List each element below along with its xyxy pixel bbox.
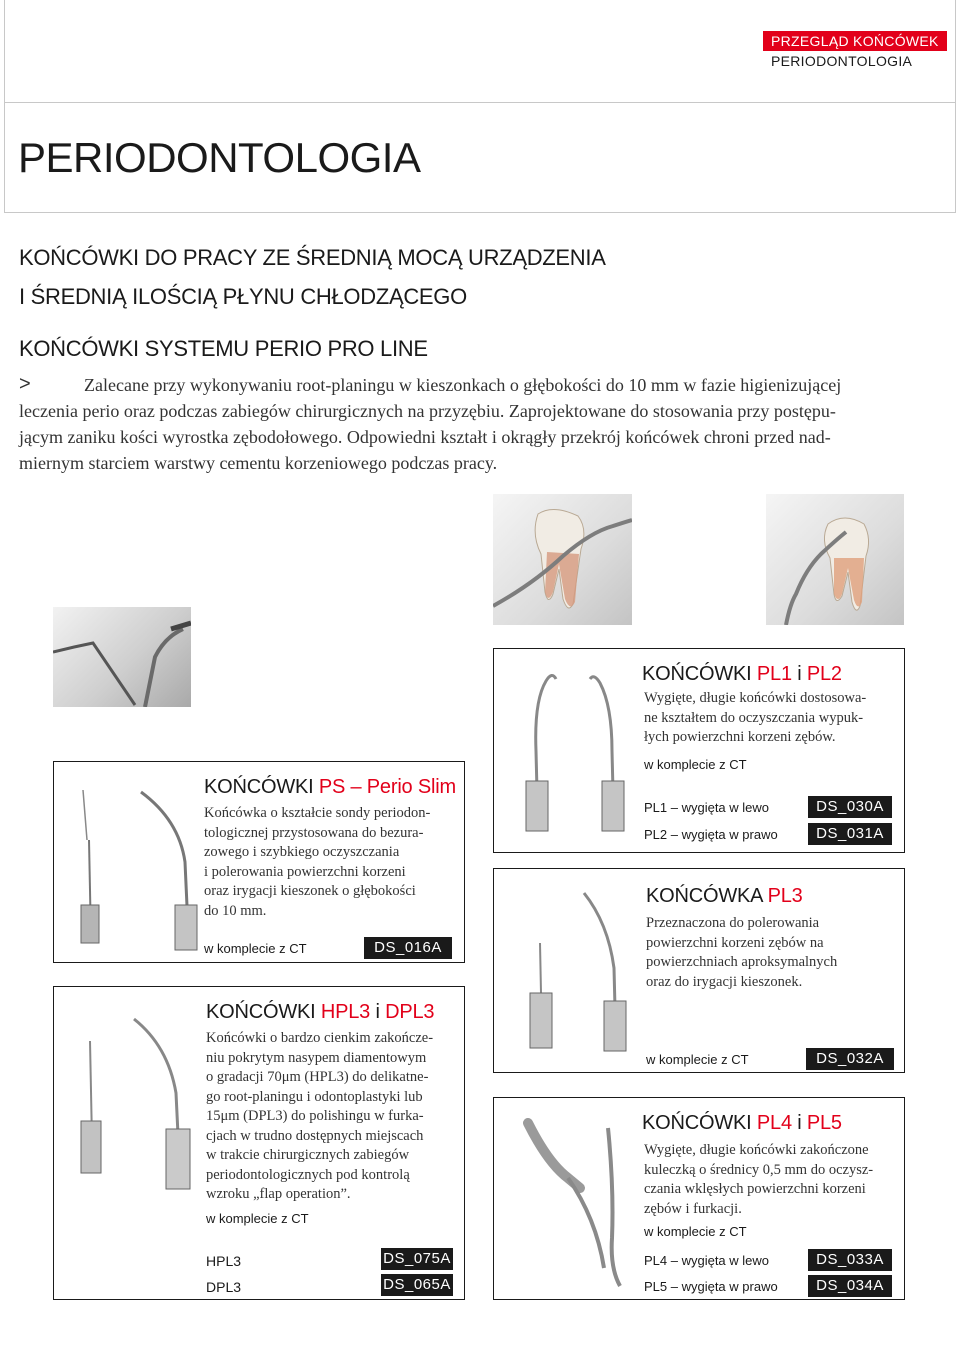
pl12-title-model1: PL1 (756, 663, 792, 685)
pl45-title-model2: PL5 (806, 1112, 842, 1134)
pl1-code: DS_030A (808, 796, 892, 818)
hpl3-row-label: HPL3 (206, 1253, 242, 1269)
tip-hpl3-illustration (72, 1001, 212, 1201)
intro-line-3: jącym zaniku kości wyrostka zębodołowego. Odpowiedni kształt i okrągły przekrój końcówek chroni przed nad- (19, 427, 831, 447)
pl12-desc-line: Wygięte, długie końcówki dostosowa- (644, 690, 867, 706)
pl3-description (646, 914, 896, 992)
hpl3-desc-line: 15μm (DPL3) do polishingu w furka- (206, 1108, 424, 1124)
hpl3-description (206, 1029, 461, 1205)
card-ps (53, 761, 465, 963)
pl45-desc-line: kuleczką o średnicy 0,5 mm do oczysz- (644, 1161, 874, 1178)
card-pl4-pl5 (493, 1097, 905, 1300)
ps-desc-line: i polerowania powierzchni korzeni (204, 863, 406, 880)
pl45-title-and: i (797, 1112, 802, 1134)
pl45-desc-line: Wygięte, długie końcówki zakończone (644, 1142, 869, 1158)
hpl3-desc-line: wzroku „flap operation”. (206, 1186, 351, 1202)
probe-photo (53, 607, 191, 707)
dpl3-row-label: DPL3 (206, 1279, 242, 1295)
pl12-desc-line: ne kształtem do oczyszczania wypuk- (644, 709, 864, 726)
hpl3-desc-line: o gradacji 70μm (HPL3) do delikatne- (206, 1069, 429, 1085)
pl45-description (644, 1141, 899, 1219)
card-hpl3-dpl3 (53, 986, 465, 1300)
hpl3-title-prefix: KOŃCÓWKI (206, 1001, 316, 1023)
section-heading-line1: KOŃCÓWKI DO PRACY ZE ŚREDNIĄ MOCĄ URZĄDZENIA (19, 245, 606, 270)
ps-kit-label: w komplecie z CT (204, 941, 307, 956)
tooth-1-illustration (493, 494, 632, 625)
hpl3-desc-line: niu pokrytym nasypem diamentowym (206, 1049, 427, 1066)
ps-desc-line: oraz irygacji kieszonek o głębokości (204, 883, 416, 899)
intro-line-2: leczenia perio oraz podczas zabiegów chirurgicznych na przyzębiu. Zaprojektowane do stosowania przy postępu- (19, 401, 836, 421)
bullet-marker: > (19, 373, 31, 395)
tip-pl4-pl5-illustration (508, 1118, 642, 1293)
pl3-kit-label: w komplecie z CT (646, 1052, 749, 1067)
intro-line-1: Zalecane przy wykonywaniu root-planingu w kieszonkach o głębokości do 10 mm w fazie higienizującej (84, 375, 842, 395)
hpl3-desc-line: cjach w trudno dostępnych miejscach (206, 1127, 424, 1144)
hpl3-desc-line: Końcówki o bardzo cienkim zakończe- (206, 1030, 434, 1046)
pl3-desc-line: powierzchniach aproksymalnych (646, 954, 838, 970)
pl45-desc-line: czania wklęsłych powierzchni korzeni (644, 1181, 866, 1197)
pl3-desc-line: powierzchni korzeni zębów na (646, 934, 824, 951)
hpl3-desc-line: go root-planingu i odontoplastyki lub (206, 1088, 423, 1105)
pl3-title-prefix: KOŃCÓWKA (646, 885, 763, 907)
pl45-title-prefix: KOŃCÓWKI (642, 1112, 752, 1134)
pl3-desc-line: oraz do irygacji kieszonek. (646, 973, 803, 990)
ps-title (204, 776, 456, 799)
tip-ps-illustration (79, 780, 209, 955)
tooth-2-illustration (766, 494, 904, 625)
card-pl3 (493, 868, 905, 1073)
pl5-row-label: PL5 – wygięta w prawo (644, 1279, 778, 1294)
pl12-desc-line: łych powierzchni korzeni zębów. (644, 729, 836, 745)
pl2-row-label: PL2 – wygięta w prawo (644, 827, 778, 842)
pl3-desc-line: Przeznaczona do polerowania (646, 915, 820, 931)
hpl3-title-model1: HPL3 (320, 1001, 371, 1023)
pl3-title (646, 885, 803, 908)
pl12-title-and: i (797, 663, 802, 685)
pl12-kit-label: w komplecie z CT (644, 757, 747, 772)
hpl3-desc-line: w trakcie chirurgicznych zabiegów (206, 1147, 410, 1163)
hpl3-desc-line: periodontologicznych pod kontrolą (206, 1166, 410, 1183)
pl12-description (644, 689, 899, 748)
hpl3-title-model2: DPL3 (385, 1001, 435, 1023)
pl2-code: DS_031A (808, 823, 892, 845)
card-pl1-pl2 (493, 648, 905, 853)
pl12-title-model2: PL2 (806, 663, 842, 685)
intro-line-4: miernym starciem warstwy cementu korzeniowego podczas pracy. (19, 453, 498, 473)
hpl3-code: DS_075A (381, 1248, 453, 1270)
dpl3-code: DS_065A (381, 1274, 453, 1296)
category-subtitle: PERIODONTOLOGIA (771, 53, 913, 69)
ps-desc-line: do 10 mm. (204, 902, 267, 919)
ps-description (204, 804, 459, 921)
ps-code: DS_016A (364, 937, 452, 959)
pl1-row-label: PL1 – wygięta w lewo (644, 800, 770, 815)
category-badge: PRZEGLĄD KOŃCÓWEK (763, 31, 947, 51)
header-frame (4, 0, 956, 103)
tip-pl3-illustration (514, 883, 654, 1063)
pl12-title-prefix: KOŃCÓWKI (642, 663, 752, 685)
pl4-code: DS_033A (808, 1249, 892, 1271)
pl3-title-model: PL3 (767, 885, 803, 907)
pl45-desc-line: zębów i furkacji. (644, 1200, 742, 1217)
pl3-code: DS_032A (806, 1048, 894, 1070)
section-heading-line2: I ŚREDNIĄ ILOŚCIĄ PŁYNU CHŁODZĄCEGO (19, 284, 467, 309)
hpl3-kit-label: w komplecie z CT (206, 1211, 309, 1226)
pl45-title (642, 1112, 842, 1135)
pl4-row-label: PL4 – wygięta w lewo (644, 1253, 770, 1268)
ps-desc-line: tologicznej przystosowana do bezura- (204, 824, 424, 841)
ps-title-prefix: KOŃCÓWKI (204, 776, 314, 798)
hpl3-title-and: i (375, 1001, 380, 1023)
ps-desc-line: Końcówka o kształcie sondy periodon- (204, 805, 431, 821)
tooth-photo-2 (766, 494, 904, 625)
hpl3-title (206, 1001, 434, 1024)
ps-title-model: PS – Perio Slim (318, 776, 456, 798)
pl5-code: DS_034A (808, 1275, 892, 1297)
tooth-photo-1 (493, 494, 632, 625)
probe-illustration (53, 607, 191, 707)
pl45-title-model1: PL4 (756, 1112, 792, 1134)
pl45-kit-label: w komplecie z CT (644, 1224, 747, 1239)
section-subheading: KOŃCÓWKI SYSTEMU PERIO PRO LINE (19, 336, 428, 361)
pl12-title (642, 663, 842, 686)
ps-desc-line: zowego i szybkiego oczyszczania (204, 844, 400, 860)
page-title: PERIODONTOLOGIA (18, 134, 421, 181)
tip-pl1-pl2-illustration (516, 661, 646, 841)
